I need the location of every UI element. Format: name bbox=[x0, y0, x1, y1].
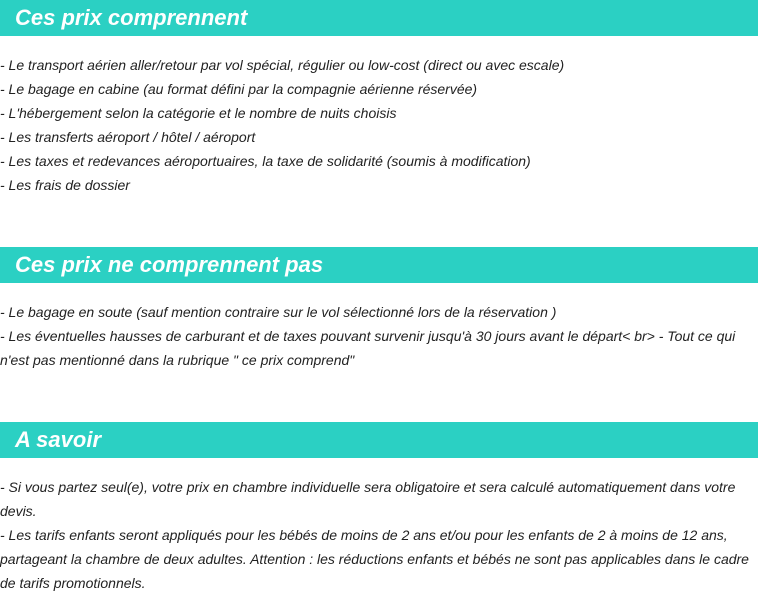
list-item: - Les taxes et redevances aéroportuaires, la taxe de solidarité (soumis à modification) bbox=[0, 153, 531, 169]
section-not-included bbox=[0, 247, 758, 372]
included-list bbox=[0, 53, 758, 197]
list-item: - Les frais de dossier bbox=[0, 177, 130, 193]
section-included bbox=[0, 0, 758, 197]
list-item: - Le transport aérien aller/retour par vol spécial, régulier ou low-cost (direct ou avec escale) bbox=[0, 57, 565, 73]
section-title-not-included: Ces prix ne comprennent pas bbox=[0, 247, 758, 283]
not-included-list bbox=[0, 300, 758, 372]
list-item: - Les tarifs enfants seront appliqués pour les bébés de moins de 2 ans et/ou pour les enfants de 2 à moins de 12 ans, partageant la chambre de deux adultes. Attention : les réductions enfants et bébés ne sont pas applicables dans le cadre de tarifs promotionnels. bbox=[0, 527, 749, 591]
section-title-good-to-know: A savoir bbox=[0, 422, 758, 458]
list-item: - Le bagage en cabine (au format défini par la compagnie aérienne réservée) bbox=[0, 81, 478, 97]
good-to-know-list bbox=[0, 475, 758, 595]
section-good-to-know bbox=[0, 422, 758, 595]
section-title-included: Ces prix comprennent bbox=[0, 0, 758, 36]
list-item: - Les transferts aéroport / hôtel / aéroport bbox=[0, 129, 256, 145]
list-item: - Si vous partez seul(e), votre prix en chambre individuelle sera obligatoire et sera calculé automatiquement dans votre devis. bbox=[0, 479, 736, 519]
list-item: - L'hébergement selon la catégorie et le nombre de nuits choisis bbox=[0, 105, 397, 121]
list-item: - Les éventuelles hausses de carburant et de taxes pouvant survenir jusqu'à 30 jours avant le départ< br> - Tout ce qui n'est pas mentionné dans la rubrique " ce prix comprend" bbox=[0, 328, 736, 368]
list-item: - Le bagage en soute (sauf mention contraire sur le vol sélectionné lors de la réservation ) bbox=[0, 304, 557, 320]
